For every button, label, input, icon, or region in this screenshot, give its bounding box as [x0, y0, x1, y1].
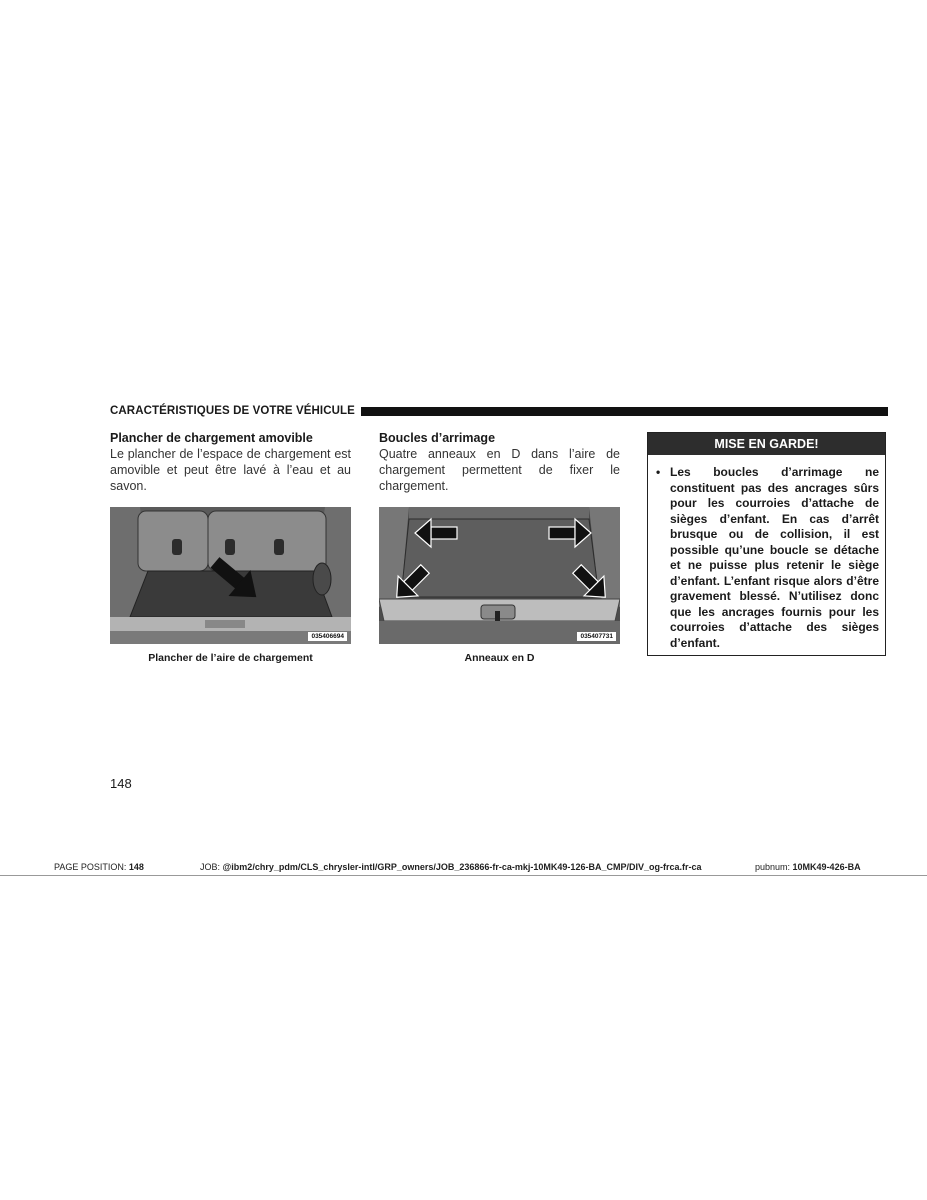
footer-page-position [54, 862, 144, 872]
figure-id: 035407731 [577, 632, 616, 641]
footer-pubnum-value: 10MK49-426-BA [792, 862, 861, 872]
caption-d-rings: Anneaux en D [464, 652, 535, 664]
section-title: CARACTÉRISTIQUES DE VOTRE VÉHICULE [110, 405, 355, 417]
text-removable-floor: Le plancher de l’espace de chargement est amovible et peut être lavé à l’eau et au savon. [110, 447, 351, 493]
figure-d-rings [379, 507, 620, 644]
footer-job [200, 862, 701, 872]
warning-box [647, 432, 886, 656]
heading-removable-floor: Plancher de chargement amovible [110, 431, 313, 445]
text-tie-downs: Quatre anneaux en D dans l’aire de chargement permettent de fixer le chargement. [379, 447, 620, 493]
warning-title: MISE EN GARDE! [648, 433, 885, 455]
heading-tie-downs: Boucles d’arrimage [379, 431, 496, 445]
d-rings-illustration [379, 507, 620, 644]
figure-cargo-floor [110, 507, 351, 644]
page-number: 148 [110, 776, 132, 791]
footer-position-value: 148 [128, 862, 144, 872]
section-header [110, 404, 888, 418]
column-removable-floor [110, 430, 351, 494]
section-rule [361, 407, 888, 416]
bullet-icon: • [656, 465, 661, 479]
cargo-floor-illustration [110, 507, 351, 644]
warning-body [648, 455, 885, 651]
column-tie-downs [379, 430, 620, 494]
footer-job-value: @ibm2/chry_pdm/CLS_chrysler-intl/GRP_owners/JOB_236866-fr-ca-mkj-10MK49-126-BA_CMP/DIV_og-frca.fr-ca [222, 862, 702, 872]
footer-pubnum [755, 862, 861, 872]
footer-job-label: JOB: [200, 862, 221, 872]
footer-position-label: PAGE POSITION: [54, 862, 127, 872]
footer-rule [0, 875, 927, 876]
warning-text: Les boucles d’arrimage ne constituent pas des ancrages sûrs pour les courroies d’attache de sièges d’enfant. En cas d’arrêt brusque ou de collision, il est possible qu’une boucle se détache et ne puisse plus retenir le siège d’enfant. L’enfant risque alors d’être gravement blessé. N’utilisez donc que les ancrages fournis pour les courroies d’attache des sièges d’enfant. [670, 465, 879, 650]
print-footer [0, 860, 927, 875]
figure-id: 035406694 [308, 632, 347, 641]
caption-cargo-floor: Plancher de l’aire de chargement [148, 652, 313, 664]
footer-pubnum-label: pubnum: [755, 862, 791, 872]
